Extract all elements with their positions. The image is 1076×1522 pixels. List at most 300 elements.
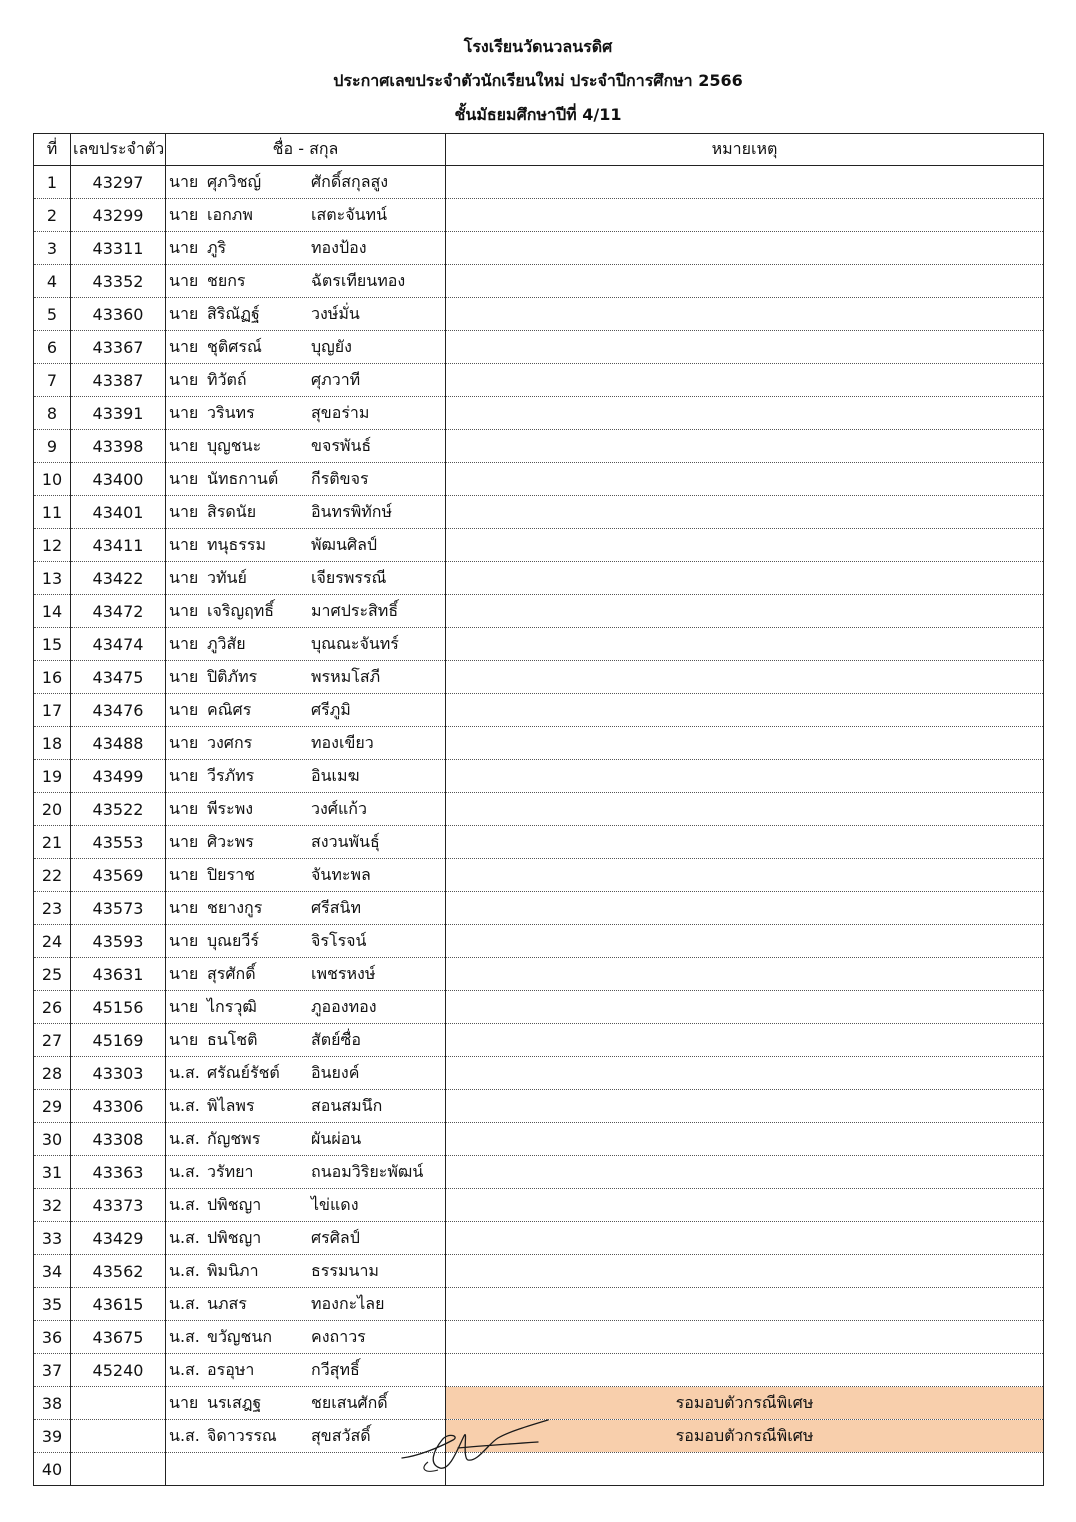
name-prefix: นาย xyxy=(169,501,199,521)
name-prefix: น.ส. xyxy=(169,1326,200,1346)
first-name: ชยางกูร xyxy=(207,897,263,917)
table-row xyxy=(34,991,1044,1024)
student-name-cell xyxy=(166,628,446,661)
student-id-cell: 45156 xyxy=(71,991,166,1024)
student-name-cell xyxy=(166,529,446,562)
name-prefix: นาย xyxy=(169,633,199,653)
last-name: เจียรพรรณี xyxy=(311,567,387,587)
first-name: วรินทร xyxy=(207,402,255,422)
first-name: เจริญฤทธิ์ xyxy=(207,600,275,620)
last-name: คงถาวร xyxy=(311,1326,366,1346)
name-prefix: นาย xyxy=(169,864,199,884)
table-row xyxy=(34,1387,1044,1420)
row-number-cell: 31 xyxy=(34,1156,71,1189)
name-prefix: นาย xyxy=(169,930,199,950)
student-name-cell xyxy=(166,463,446,496)
row-number-cell: 5 xyxy=(34,298,71,331)
last-name: วงษ์มั่น xyxy=(311,303,360,323)
last-name: พรหมโสภี xyxy=(311,666,381,686)
student-name-cell xyxy=(166,859,446,892)
student-name-cell xyxy=(166,166,446,199)
note-cell xyxy=(446,562,1044,595)
table-row xyxy=(34,1189,1044,1222)
note-cell xyxy=(446,331,1044,364)
student-id-cell: 43675 xyxy=(71,1321,166,1354)
student-name-cell xyxy=(166,199,446,232)
row-number-cell: 12 xyxy=(34,529,71,562)
name-prefix: นาย xyxy=(169,765,199,785)
row-number-cell: 13 xyxy=(34,562,71,595)
last-name: อินยงค์ xyxy=(311,1062,360,1082)
table-row xyxy=(34,298,1044,331)
note-cell xyxy=(446,991,1044,1024)
note-cell xyxy=(446,1288,1044,1321)
row-number-cell: 34 xyxy=(34,1255,71,1288)
row-number-cell: 26 xyxy=(34,991,71,1024)
name-prefix: น.ส. xyxy=(169,1128,200,1148)
last-name: ผันผ่อน xyxy=(311,1128,362,1148)
note-cell xyxy=(446,1255,1044,1288)
student-name-cell xyxy=(166,331,446,364)
table-row xyxy=(34,1024,1044,1057)
note-cell xyxy=(446,1123,1044,1156)
note-cell: รอมอบตัวกรณีพิเศษ xyxy=(446,1387,1044,1420)
first-name: ปิยราช xyxy=(207,864,255,884)
student-id-cell: 43499 xyxy=(71,760,166,793)
student-name-cell xyxy=(166,727,446,760)
row-number-cell: 24 xyxy=(34,925,71,958)
student-roster-table xyxy=(33,133,1044,1486)
table-row xyxy=(34,727,1044,760)
student-name-cell xyxy=(166,1288,446,1321)
student-id-cell: 43308 xyxy=(71,1123,166,1156)
row-number-cell: 17 xyxy=(34,694,71,727)
student-name-cell xyxy=(166,1387,446,1420)
name-prefix: นาย xyxy=(169,666,199,686)
student-id-cell: 43429 xyxy=(71,1222,166,1255)
student-id-cell: 43306 xyxy=(71,1090,166,1123)
last-name: ชยเสนศักดิ์ xyxy=(311,1392,388,1412)
name-prefix: นาย xyxy=(169,204,199,224)
student-id-cell: 43400 xyxy=(71,463,166,496)
note-cell xyxy=(446,958,1044,991)
name-prefix: นาย xyxy=(169,270,199,290)
name-prefix: นาย xyxy=(169,534,199,554)
row-number-cell: 25 xyxy=(34,958,71,991)
note-cell xyxy=(446,232,1044,265)
signature-image xyxy=(398,1418,558,1474)
announcement-title: ประกาศเลขประจำตัวนักเรียนใหม่ ประจำปีการศึกษา 2566 xyxy=(333,71,743,90)
row-number-cell: 33 xyxy=(34,1222,71,1255)
last-name: ขจรพันธ์ xyxy=(311,435,372,455)
student-name-cell xyxy=(166,1090,446,1123)
student-id-cell: 43475 xyxy=(71,661,166,694)
note-cell xyxy=(446,463,1044,496)
student-id-cell: 43367 xyxy=(71,331,166,364)
student-id-cell: 43553 xyxy=(71,826,166,859)
row-number-cell: 30 xyxy=(34,1123,71,1156)
table-row xyxy=(34,430,1044,463)
student-name-cell xyxy=(166,595,446,628)
note-cell xyxy=(446,826,1044,859)
note-cell xyxy=(446,529,1044,562)
first-name: ปพิชญา xyxy=(207,1194,262,1214)
name-prefix: น.ส. xyxy=(169,1095,200,1115)
student-name-cell xyxy=(166,694,446,727)
student-name-cell xyxy=(166,661,446,694)
first-name: คณิศร xyxy=(207,699,252,719)
note-cell xyxy=(446,1321,1044,1354)
row-number-cell: 20 xyxy=(34,793,71,826)
name-prefix: นาย xyxy=(169,468,199,488)
note-cell xyxy=(446,892,1044,925)
first-name: บุณยวีร์ xyxy=(207,930,259,950)
row-number-cell: 36 xyxy=(34,1321,71,1354)
last-name: ศรีภูมิ xyxy=(311,699,351,719)
table-row xyxy=(34,199,1044,232)
first-name: ชยกร xyxy=(207,270,246,290)
name-prefix: นาย xyxy=(169,303,199,323)
student-id-cell: 43422 xyxy=(71,562,166,595)
first-name: อรอุษา xyxy=(207,1359,255,1379)
student-id-cell: 43391 xyxy=(71,397,166,430)
table-row xyxy=(34,1255,1044,1288)
student-name-cell xyxy=(166,826,446,859)
student-id-cell: 43398 xyxy=(71,430,166,463)
student-id-cell: 43303 xyxy=(71,1057,166,1090)
first-name: ทิวัตถ์ xyxy=(207,369,247,389)
student-id-cell: 45169 xyxy=(71,1024,166,1057)
note-cell xyxy=(446,1090,1044,1123)
student-id-cell: 43299 xyxy=(71,199,166,232)
student-name-cell xyxy=(166,1156,446,1189)
last-name: บุณณะจันทร์ xyxy=(311,633,399,653)
note-cell xyxy=(446,265,1044,298)
table-row xyxy=(34,1354,1044,1387)
student-id-cell: 43474 xyxy=(71,628,166,661)
note-cell xyxy=(446,199,1044,232)
note-cell xyxy=(446,595,1044,628)
table-row xyxy=(34,958,1044,991)
class-level: ชั้นมัธยมศึกษาปีที่ 4/11 xyxy=(454,105,622,124)
student-id-cell: 43615 xyxy=(71,1288,166,1321)
last-name: จันทะพล xyxy=(311,864,371,884)
last-name: ศรีสนิท xyxy=(311,897,361,917)
last-name: ทองกะไลย xyxy=(311,1293,385,1313)
student-name-cell xyxy=(166,1354,446,1387)
student-id-cell: 43360 xyxy=(71,298,166,331)
student-id-cell: 43476 xyxy=(71,694,166,727)
first-name: จิดาวรรณ xyxy=(207,1425,277,1445)
note-cell xyxy=(446,925,1044,958)
first-name: ศิวะพร xyxy=(207,831,254,851)
first-name: ปิติภัทร xyxy=(207,666,258,686)
first-name: ธนโชติ xyxy=(207,1029,258,1049)
name-prefix: น.ส. xyxy=(169,1194,200,1214)
student-id-cell: 43593 xyxy=(71,925,166,958)
name-prefix: นาย xyxy=(169,732,199,752)
row-number-cell: 14 xyxy=(34,595,71,628)
student-name-cell xyxy=(166,1057,446,1090)
table-row xyxy=(34,397,1044,430)
student-name-cell xyxy=(166,397,446,430)
last-name: อินเมฆ xyxy=(311,765,360,785)
table-row xyxy=(34,892,1044,925)
name-prefix: น.ส. xyxy=(169,1062,200,1082)
first-name: นัทธกานต์ xyxy=(207,468,279,488)
table-row xyxy=(34,1321,1044,1354)
row-number-cell: 23 xyxy=(34,892,71,925)
note-cell xyxy=(446,166,1044,199)
table-row xyxy=(34,595,1044,628)
first-name: พีระพง xyxy=(207,798,254,818)
table-row xyxy=(34,1288,1044,1321)
column-header-name: ชื่อ - สกุล xyxy=(166,134,446,166)
table-row xyxy=(34,694,1044,727)
last-name: ทองเขียว xyxy=(311,732,374,752)
table-row xyxy=(34,1123,1044,1156)
name-prefix: น.ส. xyxy=(169,1293,200,1313)
table-row xyxy=(34,628,1044,661)
student-id-cell: 43363 xyxy=(71,1156,166,1189)
row-number-cell: 39 xyxy=(34,1420,71,1453)
row-number-cell: 27 xyxy=(34,1024,71,1057)
student-id-cell: 43562 xyxy=(71,1255,166,1288)
row-number-cell: 19 xyxy=(34,760,71,793)
last-name: สัตย์ซื่อ xyxy=(311,1029,361,1049)
student-name-cell xyxy=(166,1222,446,1255)
student-id-cell: 43569 xyxy=(71,859,166,892)
last-name: วงศ์แก้ว xyxy=(311,798,367,818)
note-cell xyxy=(446,1354,1044,1387)
name-prefix: น.ส. xyxy=(169,1227,200,1247)
student-id-cell: 43352 xyxy=(71,265,166,298)
student-id-cell: 45240 xyxy=(71,1354,166,1387)
last-name: บุญยัง xyxy=(311,336,352,356)
last-name: สงวนพันธุ์ xyxy=(311,831,380,851)
first-name: ภูริ xyxy=(207,237,227,257)
row-number-cell: 11 xyxy=(34,496,71,529)
row-number-cell: 40 xyxy=(34,1453,71,1486)
student-name-cell xyxy=(166,793,446,826)
table-row xyxy=(34,364,1044,397)
student-name-cell xyxy=(166,991,446,1024)
row-number-cell: 6 xyxy=(34,331,71,364)
student-name-cell xyxy=(166,496,446,529)
name-prefix: นาย xyxy=(169,831,199,851)
first-name: วทันย์ xyxy=(207,567,247,587)
name-prefix: นาย xyxy=(169,600,199,620)
student-id-cell: 43373 xyxy=(71,1189,166,1222)
column-header-note: หมายเหตุ xyxy=(446,134,1044,166)
note-cell xyxy=(446,397,1044,430)
student-id-cell: 43522 xyxy=(71,793,166,826)
row-number-cell: 35 xyxy=(34,1288,71,1321)
note-cell xyxy=(446,859,1044,892)
student-name-cell xyxy=(166,562,446,595)
first-name: สิรดนัย xyxy=(207,501,257,521)
student-id-cell: 43472 xyxy=(71,595,166,628)
last-name: ไข่แดง xyxy=(311,1194,359,1214)
student-id-cell xyxy=(71,1420,166,1453)
row-number-cell: 38 xyxy=(34,1387,71,1420)
table-row xyxy=(34,529,1044,562)
name-prefix: นาย xyxy=(169,699,199,719)
row-number-cell: 28 xyxy=(34,1057,71,1090)
last-name: พัฒนศิลป์ xyxy=(311,534,378,554)
first-name: ขวัญชนก xyxy=(207,1326,273,1346)
note-cell xyxy=(446,1156,1044,1189)
row-number-cell: 32 xyxy=(34,1189,71,1222)
row-number-cell: 10 xyxy=(34,463,71,496)
table-row xyxy=(34,1156,1044,1189)
first-name: พิมนิภา xyxy=(207,1260,259,1280)
name-prefix: นาย xyxy=(169,435,199,455)
last-name: สุขสวัสดิ์ xyxy=(311,1425,371,1445)
first-name: ภูวิสัย xyxy=(207,633,246,653)
name-prefix: นาย xyxy=(169,963,199,983)
name-prefix: นาย xyxy=(169,798,199,818)
note-cell: รอมอบตัวกรณีพิเศษ xyxy=(446,1420,1044,1453)
student-name-cell xyxy=(166,958,446,991)
student-name-cell xyxy=(166,364,446,397)
student-name-cell xyxy=(166,925,446,958)
table-row xyxy=(34,1222,1044,1255)
last-name: เพชรหงษ์ xyxy=(311,963,376,983)
student-id-cell xyxy=(71,1387,166,1420)
table-row xyxy=(34,1057,1044,1090)
name-prefix: นาย xyxy=(169,996,199,1016)
first-name: ศรัณย์รัชต์ xyxy=(207,1062,280,1082)
row-number-cell: 9 xyxy=(34,430,71,463)
last-name: สอนสมนึก xyxy=(311,1095,383,1115)
last-name: ศักดิ์สกุลสูง xyxy=(311,171,389,191)
last-name: มาศประสิทธิ์ xyxy=(311,600,399,620)
row-number-cell: 4 xyxy=(34,265,71,298)
last-name: อินทรพิทักษ์ xyxy=(311,501,393,521)
student-id-cell: 43297 xyxy=(71,166,166,199)
document-header xyxy=(0,30,1076,132)
first-name: กัญชพร xyxy=(207,1128,261,1148)
row-number-cell: 18 xyxy=(34,727,71,760)
student-name-cell xyxy=(166,1024,446,1057)
student-id-cell xyxy=(71,1453,166,1486)
note-cell xyxy=(446,793,1044,826)
table-row xyxy=(34,859,1044,892)
student-name-cell xyxy=(166,265,446,298)
name-prefix: น.ส. xyxy=(169,1425,200,1445)
row-number-cell: 8 xyxy=(34,397,71,430)
note-cell xyxy=(446,496,1044,529)
student-name-cell xyxy=(166,1321,446,1354)
name-prefix: นาย xyxy=(169,237,199,257)
row-number-cell: 7 xyxy=(34,364,71,397)
note-cell xyxy=(446,1189,1044,1222)
name-prefix: นาย xyxy=(169,567,199,587)
table-row xyxy=(34,925,1044,958)
table-row xyxy=(34,331,1044,364)
row-number-cell: 1 xyxy=(34,166,71,199)
table-row xyxy=(34,265,1044,298)
name-prefix: นาย xyxy=(169,369,199,389)
table-row xyxy=(34,760,1044,793)
note-cell xyxy=(446,430,1044,463)
name-prefix: น.ส. xyxy=(169,1161,200,1181)
first-name: นภสร xyxy=(207,1293,247,1313)
first-name: สิริณัฏฐ์ xyxy=(207,303,260,323)
student-name-cell xyxy=(166,430,446,463)
student-name-cell xyxy=(166,1123,446,1156)
student-id-cell: 43573 xyxy=(71,892,166,925)
note-cell xyxy=(446,1222,1044,1255)
first-name: ชุติศรณ์ xyxy=(207,336,262,356)
first-name: ศุภวิชญ์ xyxy=(207,171,262,191)
last-name: ศุภวาที xyxy=(311,369,361,389)
first-name: ไกรวุฒิ xyxy=(207,996,257,1016)
column-header-no: ที่ xyxy=(34,134,71,166)
first-name: ทนุธรรม xyxy=(207,534,266,554)
first-name: วีรภัทร xyxy=(207,765,255,785)
first-name: พิไลพร xyxy=(207,1095,255,1115)
row-number-cell: 15 xyxy=(34,628,71,661)
name-prefix: นาย xyxy=(169,1392,199,1412)
last-name: ศรศิลป์ xyxy=(311,1227,360,1247)
last-name: ฉัตรเทียนทอง xyxy=(311,270,406,290)
row-number-cell: 37 xyxy=(34,1354,71,1387)
table-row xyxy=(34,793,1044,826)
note-cell xyxy=(446,760,1044,793)
name-prefix: นาย xyxy=(169,171,199,191)
last-name: ภูอองทอง xyxy=(311,996,377,1016)
first-name: สุรศักดิ์ xyxy=(207,963,256,983)
note-cell xyxy=(446,364,1044,397)
note-cell xyxy=(446,1057,1044,1090)
column-header-id: เลขประจำตัว xyxy=(71,134,166,166)
note-cell xyxy=(446,661,1044,694)
student-name-cell xyxy=(166,232,446,265)
last-name: สุขอร่าม xyxy=(311,402,370,422)
row-number-cell: 16 xyxy=(34,661,71,694)
row-number-cell: 21 xyxy=(34,826,71,859)
first-name: วงศกร xyxy=(207,732,253,752)
first-name: ปพิชญา xyxy=(207,1227,262,1247)
table-row xyxy=(34,232,1044,265)
student-name-cell xyxy=(166,1255,446,1288)
table-row xyxy=(34,496,1044,529)
last-name: กวีสุทธิ์ xyxy=(311,1359,360,1379)
name-prefix: น.ส. xyxy=(169,1260,200,1280)
student-id-cell: 43488 xyxy=(71,727,166,760)
school-name: โรงเรียนวัดนวลนรดิศ xyxy=(463,37,613,56)
name-prefix: นาย xyxy=(169,336,199,356)
row-number-cell: 22 xyxy=(34,859,71,892)
note-cell xyxy=(446,1024,1044,1057)
last-name: กีรติขจร xyxy=(311,468,369,488)
student-id-cell: 43631 xyxy=(71,958,166,991)
student-name-cell xyxy=(166,760,446,793)
table-row xyxy=(34,166,1044,199)
table-row xyxy=(34,562,1044,595)
first-name: วรัทยา xyxy=(207,1161,254,1181)
student-name-cell xyxy=(166,298,446,331)
first-name: บุญชนะ xyxy=(207,435,262,455)
row-number-cell: 3 xyxy=(34,232,71,265)
student-id-cell: 43401 xyxy=(71,496,166,529)
student-name-cell xyxy=(166,1189,446,1222)
table-row xyxy=(34,661,1044,694)
first-name: เอกภพ xyxy=(207,204,253,224)
student-id-cell: 43411 xyxy=(71,529,166,562)
